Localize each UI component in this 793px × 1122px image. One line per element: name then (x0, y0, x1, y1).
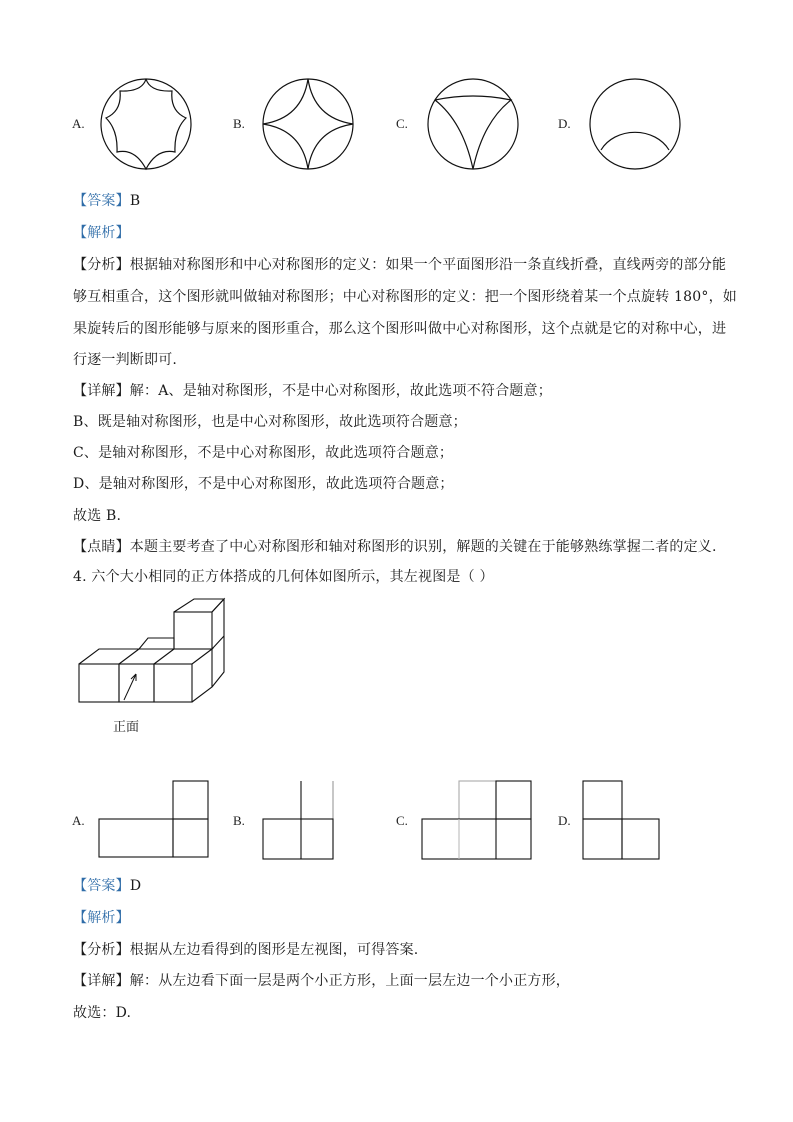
q4-option-d-figure (582, 780, 662, 862)
answer-tag: 【答案】 (73, 878, 130, 894)
q3-analysis-line-3: 果旋转后的图形能够与原来的图形重合，那么这个图形叫做中心对称图形，这个点就是它的对称中心，进 (73, 321, 727, 337)
answer-value: B (129, 193, 141, 209)
q3-analysis-line-2: 够互相重合，这个图形就叫做轴对称图形；中心对称图形的定义：把一个图形绕着某一个点旋转 180°，如 (73, 289, 737, 305)
q3-detail-line-2: B、既是轴对称图形，也是中心对称图形，故此选项符合题意； (73, 414, 467, 430)
q4-question: 4. 六个大小相同的正方体搭成的几何体如图所示，其左视图是（ ） (73, 569, 494, 585)
q4-option-b-figure (262, 780, 342, 862)
answer-value: D (129, 878, 142, 894)
q3-option-b-label: B. (233, 116, 245, 131)
q3-option-a-figure (100, 78, 192, 170)
q4-detail-line: 【详解】解：从左边看下面一层是两个小正方形，上面一层左边一个小正方形， (73, 973, 570, 989)
q3-analysis-line-4: 行逐一判断即可. (73, 352, 178, 368)
q4-cube-figure (78, 598, 228, 710)
q3-detail-line-1: 【详解】解：A、是轴对称图形，不是中心对称图形，故此选项不符合题意； (73, 383, 552, 399)
q3-option-a-label: A. (72, 116, 85, 131)
q4-option-a-figure (98, 780, 210, 860)
q3-answer (73, 191, 140, 211)
q3-comment: 【点睛】本题主要考查了中心对称图形和轴对称图形的识别，解题的关键在于能够熟练掌握二者的定义. (73, 539, 717, 555)
q3-option-d-label: D. (558, 116, 571, 131)
q4-option-b-label: B. (233, 813, 245, 828)
q4-answer (73, 876, 141, 896)
q4-front-label: 正面 (113, 719, 140, 734)
q3-option-d-figure (589, 78, 681, 170)
q4-option-a-label: A. (72, 813, 85, 828)
q3-option-b-figure (262, 78, 354, 170)
q4-option-c-label: C. (396, 813, 408, 828)
q3-conclusion: 故选 B. (73, 508, 122, 524)
answer-tag: 【答案】 (73, 193, 130, 209)
q4-analysis-line: 【分析】根据从左边看得到的图形是左视图，可得答案. (73, 942, 419, 958)
q3-option-c-figure (427, 78, 519, 170)
q4-analysis-tag: 【解析】 (73, 910, 130, 926)
q3-analysis-tag: 【解析】 (73, 225, 130, 241)
q3-detail-line-3: C、是轴对称图形，不是中心对称图形，故此选项符合题意； (73, 445, 454, 461)
q3-option-c-label: C. (396, 116, 408, 131)
q3-detail-line-4: D、是轴对称图形，不是中心对称图形，故此选项符合题意； (73, 476, 454, 492)
q4-option-d-label: D. (558, 813, 571, 828)
q4-option-c-figure (421, 780, 533, 862)
q3-analysis-line-1: 【分析】根据轴对称图形和中心对称图形的定义：如果一个平面图形沿一条直线折叠，直线两旁的部分能 (73, 257, 727, 273)
q4-conclusion: 故选：D. (73, 1005, 132, 1021)
